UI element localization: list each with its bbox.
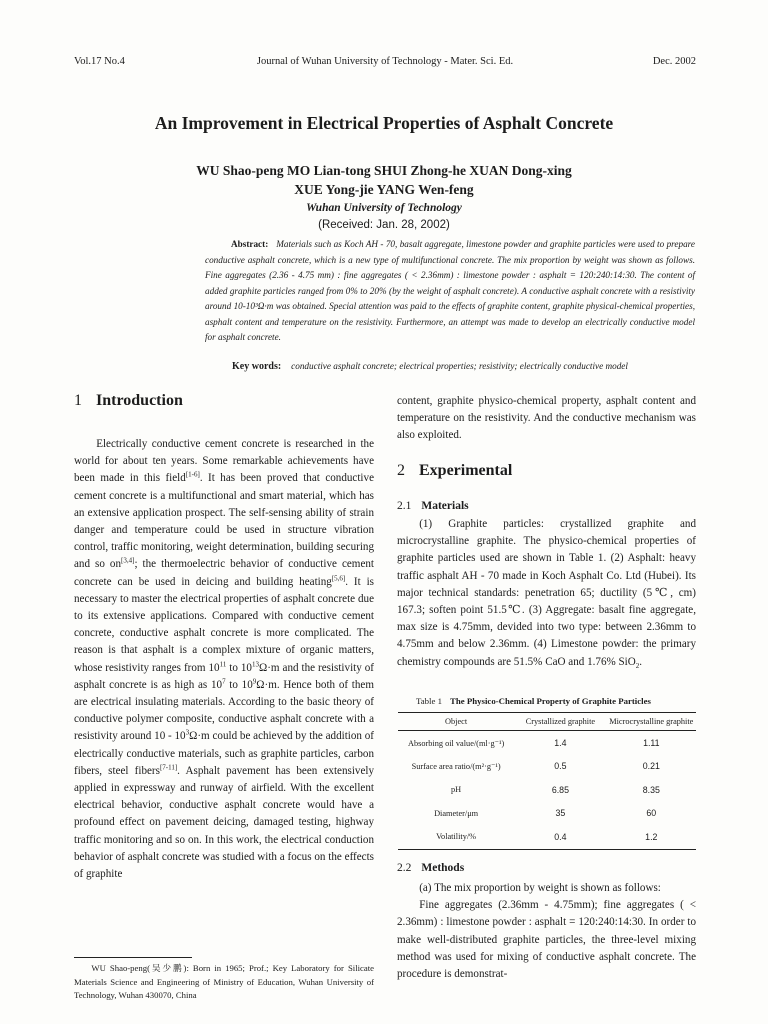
abstract-label: Abstract: (231, 239, 269, 249)
author-line-1: WU Shao-peng MO Lian-tong SHUI Zhong-he XUAN Dong-xing (196, 163, 572, 178)
received-date: (Received: Jan. 28, 2002) (318, 219, 450, 231)
abstract (205, 237, 695, 346)
row-label: pH (451, 785, 462, 795)
intro-continuation: content, graphite physico-chemical property, asphalt content and temperature on the resistivity. And the conductive mechanism was also exploited. (397, 395, 696, 442)
cell-crystallized: 0.4 (514, 825, 606, 849)
table-header-row (398, 713, 696, 731)
header-object: Object (398, 713, 514, 731)
table-row (398, 755, 696, 779)
row-label: Absorbing oil value/(ml·g⁻¹) (407, 738, 505, 748)
table-caption (416, 696, 651, 706)
methods-paragraph-1: (a) The mix proportion by weight is shown as follows: (419, 882, 661, 894)
cell-microcrystalline: 0.21 (642, 761, 660, 772)
section-number: 1 (74, 392, 82, 409)
abstract-text: Materials such as Koch AH - 70, basalt aggregate, limestone powder and graphite particles were used to prepare conductive asphalt concrete, which is a new type of multifunctional concrete. The mix proportion by weight was shown as follows. Fine aggregates (2.36 - 4.75 mm) : fine aggregates ( < 2.36mm) : limestone powder : asphalt = 120:240:14:30. The content of added graphite particles ranged from 0% to 20% (by the weight of asphalt concrete). A conductive asphalt concrete with a resistivity around 10-10³Ω·m was obtained. Special attention was paid to the effects of graphite content, graphite physical-chemical properties, asphalt content and temperature on the resistivity. Furthermore, an attempt was made to develop an electrically conductive model for asphalt concrete. (205, 239, 695, 342)
citation: [3,4] (121, 556, 135, 565)
subsection-number: 2.2 (397, 862, 412, 874)
cell-microcrystalline: 1.11 (643, 737, 660, 748)
materials-body (397, 516, 696, 671)
subsection-title: Methods (421, 862, 465, 874)
section-number: 2 (397, 462, 405, 479)
table-row (398, 825, 696, 849)
cell-crystallized: 6.85 (551, 784, 569, 795)
materials-paragraph: (1) Graphite particles: crystallized graphite and microcrystalline graphite. The physico-chemical properties of graphite particles used are shown in Table 1. (2) Asphalt: heavy traffic asphalt AH - 70 made in Koch Asphalt Co. Ltd (Hubei). Its major technical standards: penetration 65; ductility (5℃, cm) 167.3; soften point 51.5℃. (3) Aggregate: basalt fine aggregate, max size is 4.75mm, devided into two type: between 2.36mm to 4.75mm and below 2.36mm. (4) Limestone powder: the primary chemistry compounds are 51.5% CaO and 1.76% SiO$_2$. (397, 518, 696, 670)
cell-microcrystalline: 8.35 (642, 784, 660, 795)
methods-body (397, 880, 696, 983)
table-row (398, 802, 696, 826)
keywords-label: Key words: (232, 361, 282, 372)
table-title: The Physico-Chemical Property of Graphite Particles (450, 696, 651, 706)
subsection-heading-materials (397, 500, 469, 512)
journal-name: Journal of Wuhan University of Technology - Mater. Sci. Ed. (256, 56, 514, 67)
affiliation: Wuhan University of Technology (306, 202, 462, 214)
cell-crystallized: 1.4 (554, 737, 567, 748)
graphite-property-table (398, 712, 696, 850)
citation: [7-11] (159, 763, 178, 772)
citation: [5,6] (331, 573, 346, 582)
section-heading-experimental (397, 462, 512, 480)
right-column-intro (397, 393, 696, 445)
author-footnote: WU Shao-peng(吴少鹏): Born in 1965; Prof.; Key Laboratory for Silicate Materials Science and Engineering of Ministry of Education, Wuhan University of Technology, Wuhan 430070, China (74, 963, 374, 1000)
table-row (398, 731, 696, 755)
author-list (0, 161, 768, 199)
volume-issue: Vol.17 No.4 (74, 56, 125, 67)
cell-crystallized: 0.5 (554, 761, 567, 772)
cell-microcrystalline: 60 (646, 808, 657, 819)
paper-title: An Improvement in Electrical Properties of Asphalt Concrete (154, 113, 614, 133)
subsection-number: 2.1 (397, 500, 412, 512)
methods-paragraph-2: Fine aggregates (2.36mm - 4.75mm); fine aggregates ( < 2.36mm) : limestone powder : asphalt = 120:240:14:30. In order to make well-distributed graphite particles, the three-level mixing method was used for mixing of conductive asphalt concrete. The procedure is demonstrat- (397, 899, 696, 981)
intro-paragraph: Electrically conductive cement concrete is researched in the world for about ten years. Some remarkable achievements have been made in this field[1-6]. It has been proved that conductive cement concrete is a multifunctional and smart material, which has an extensive application prospect. The self-sensing ability of strain danger and temperature could be used in structure vibration control, traffic monitoring, weight determination, building securing and so on[3,4]; the thermoelectric behavior of conductive cement concrete can be used in deicing and building heating[5,6]. It is necessary to master the electrical properties of asphalt concrete due to its extensive applications. Compared with conductive cement concrete, conductive asphalt concrete is more complicated. The reason is that asphalt is a complex mixture of organic matters, whose resistivity ranges from $10^{11}$ to $10^{13}\Omega\cdot m$ and the resistivity of asphalt concrete is as high as $10^7$ to $10^9\Omega\cdot m$. Hence both of them are electrical insulating materials. According to the basic theory of conductive polymer composite, conductive asphalt concrete with a resistivity around $10 - 10^3\Omega\cdot m$ could be achieved by the addition of electrically conductive materials, such as graphite particles, carbon fibers, steel fibers[7-11]. Asphalt pavement has been extensively applied in expressway and runway of airfield. With the excellent electrical behavior, conductive asphalt concrete would have a profound effect on pavement deicing, damaged testing, highway traffic monitoring and so on. In this work, the electrical conduction behavior of asphalt concrete was studied with a focus on the effects of graphite (74, 438, 374, 881)
header-crystallized: Crystallized graphite (514, 713, 606, 731)
citation: [1-6] (185, 470, 200, 479)
table-label: Table 1 (416, 696, 443, 706)
author-line-2: XUE Yong-jie YANG Wen-feng (294, 182, 474, 197)
row-label: Surface area ratio/(m²·g⁻¹) (411, 762, 501, 772)
publication-date: Dec. 2002 (652, 56, 696, 67)
subsection-title: Materials (421, 500, 469, 512)
keywords-text: conductive asphalt concrete; electrical properties; resistivity; electrically conductive model (291, 361, 628, 371)
keywords (232, 361, 702, 372)
subsection-heading-methods (397, 862, 464, 874)
section-heading-introduction (74, 392, 183, 410)
header-microcrystalline: Microcrystalline graphite (607, 713, 696, 731)
cell-crystallized: 35 (555, 808, 566, 819)
cell-microcrystalline: 1.2 (607, 825, 696, 849)
section-title: Introduction (96, 392, 183, 409)
row-label: Volatility/% (398, 825, 514, 849)
row-label: Diameter/μm (434, 808, 479, 818)
left-column (74, 436, 374, 883)
section-title: Experimental (419, 462, 513, 479)
footnote-rule (74, 957, 192, 958)
table-row (398, 778, 696, 802)
